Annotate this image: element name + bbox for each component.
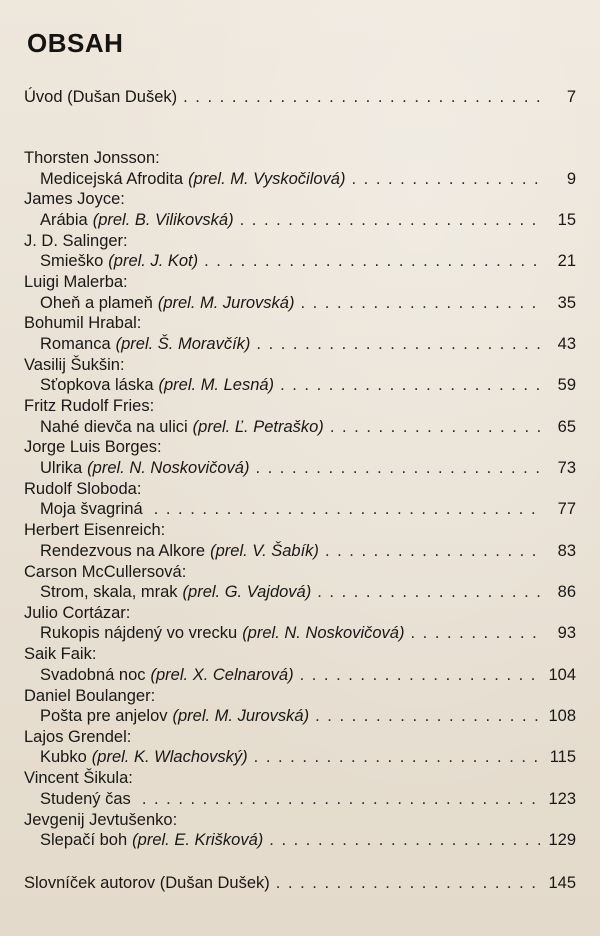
- page-number: 93: [557, 624, 576, 643]
- work-title: Pošta pre anjelov: [40, 707, 168, 726]
- toc-work-line: [0, 826, 600, 854]
- page-number: 73: [557, 458, 576, 477]
- dot-leader: [183, 83, 540, 111]
- work-title: Strom, skala, mrak: [40, 583, 178, 601]
- author-name: Lajos Grendel:: [24, 727, 132, 746]
- page-number: 129: [548, 831, 576, 850]
- author-name: J. D. Salinger:: [24, 231, 128, 250]
- page-number: 21: [557, 252, 576, 271]
- translator: (prel. K. Wlachovský): [91, 748, 248, 767]
- translator: (prel. V. Šabík): [210, 541, 319, 560]
- translator: (prel. M. Jurovská): [157, 293, 295, 312]
- author-name: Jevgenij Jevtušenko:: [24, 810, 178, 829]
- intro-page-number: 7: [566, 88, 576, 106]
- work-title: Slepačí boh: [40, 831, 128, 850]
- translator: (prel. Ľ. Petraško): [192, 417, 324, 436]
- page-number: 9: [566, 169, 576, 188]
- toc-glossary: [0, 869, 600, 897]
- intro-label: Úvod (Dušan Dušek): [24, 88, 178, 106]
- page-number: 35: [557, 293, 576, 312]
- glossary-label: Slovníček autorov (Dušan Dušek): [24, 874, 270, 892]
- page-number: 104: [548, 665, 576, 684]
- work-title: Svadobná noc: [40, 665, 146, 684]
- author-name: Daniel Boulanger:: [24, 686, 156, 705]
- page-number: 123: [548, 789, 576, 808]
- page-number: 108: [548, 707, 576, 726]
- author-name: Carson McCullersová:: [24, 562, 187, 581]
- glossary-page-number: 145: [548, 874, 576, 892]
- page-number: 59: [557, 376, 576, 395]
- author-name: Bohumil Hrabal:: [24, 314, 142, 333]
- author-name: Rudolf Sloboda:: [24, 479, 142, 498]
- page-number: 83: [557, 541, 576, 560]
- translator: (prel. E. Krišková): [132, 831, 264, 850]
- translator: (prel. M. Vyskočilová): [188, 169, 346, 188]
- page-title: OBSAH: [27, 28, 124, 58]
- translator: (prel. B. Vilikovská): [92, 210, 234, 229]
- translator: (prel. X. Celnarová): [150, 665, 294, 684]
- translator: (prel. M. Jurovská): [172, 707, 310, 726]
- author-name: Julio Cortázar:: [24, 603, 131, 622]
- dot-leader: [276, 869, 540, 897]
- author-name: Vasilij Šukšin:: [24, 355, 125, 374]
- author-name: Luigi Malerba:: [24, 273, 128, 292]
- dot-leader: [269, 826, 540, 854]
- translator: (prel. Š. Moravčík): [115, 334, 251, 353]
- author-name: James Joyce:: [24, 190, 125, 209]
- work-title: Rendezvous na Alkore: [40, 541, 206, 560]
- page-number: 43: [557, 334, 576, 353]
- page-number: 15: [557, 210, 576, 229]
- work-title: Smieško: [40, 252, 104, 271]
- translator: (prel. N. Noskovičová): [242, 624, 405, 643]
- page-number: 86: [557, 583, 576, 601]
- work-title: Kubko: [40, 748, 87, 767]
- work-title: Romanca: [40, 334, 111, 353]
- translator: (prel. G. Vajdová): [182, 583, 312, 601]
- translator: (prel. M. Lesná): [158, 376, 275, 395]
- author-name: Fritz Rudolf Fries:: [24, 397, 155, 416]
- work-title: Ulrika: [40, 458, 83, 477]
- page-number: 77: [557, 500, 576, 519]
- work-title: Rukopis nájdený vo vrecku: [40, 624, 238, 643]
- author-name: Jorge Luis Borges:: [24, 438, 162, 457]
- work-title: Studený čas: [40, 789, 131, 808]
- author-name: Herbert Eisenreich:: [24, 521, 166, 540]
- translator: (prel. N. Noskovičová): [87, 458, 250, 477]
- page-number: 65: [557, 417, 576, 436]
- work-title: Moja švagriná: [40, 500, 143, 519]
- work-title: Oheň a plameň: [40, 293, 153, 312]
- work-title: Sťopkova láska: [40, 376, 154, 395]
- work-title: Medicejská Afrodita: [40, 169, 184, 188]
- translator: (prel. J. Kot): [108, 252, 199, 271]
- author-name: Saik Faik:: [24, 645, 97, 664]
- work-title: Arábia: [40, 210, 88, 229]
- work-title: Nahé dievča na ulici: [40, 417, 188, 436]
- toc-intro: [0, 83, 600, 111]
- author-name: Vincent Šikula:: [24, 769, 133, 788]
- author-name: Thorsten Jonsson:: [24, 149, 160, 167]
- page-number: 115: [549, 748, 576, 767]
